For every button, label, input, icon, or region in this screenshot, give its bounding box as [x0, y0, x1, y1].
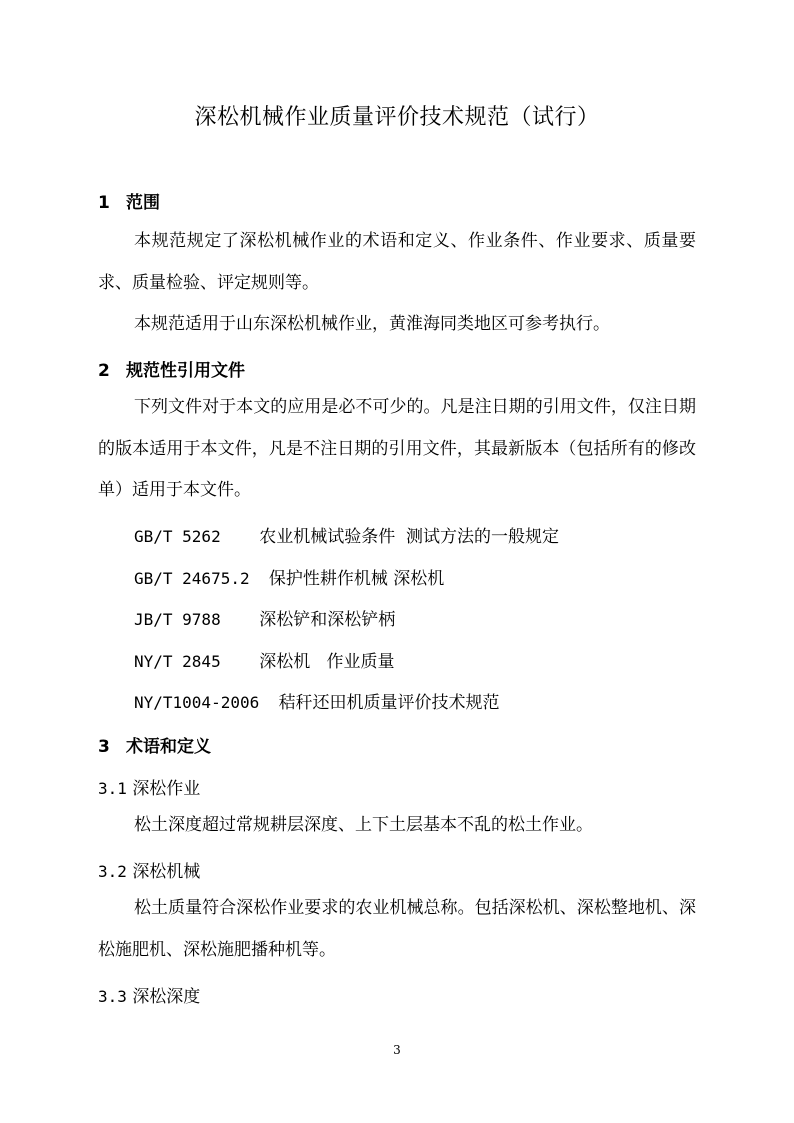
term-number: 3.2: [98, 862, 127, 881]
reference-name: 农业机械试验条件 测试方法的一般规定: [259, 527, 560, 547]
section-1-heading: [98, 188, 160, 213]
section-title: 范围: [126, 193, 160, 213]
reference-code: NY/T 2845: [134, 652, 221, 671]
reference-gap: [221, 652, 260, 671]
section-3-heading: [98, 732, 211, 757]
reference-code: NY/T1004-2006: [134, 693, 260, 712]
reference-gap: [221, 527, 260, 546]
reference-name: 保护性耕作机械 深松机: [268, 569, 445, 589]
term-name: 深松深度: [132, 987, 201, 1007]
reference-item: [134, 688, 500, 713]
reference-item: [134, 522, 559, 547]
section-2-heading: [98, 356, 245, 381]
term-3-2-definition: 松土质量符合深松作业要求的农业机械总称。包括深松机、深松整地机、深松施肥机、深松施肥播种机等。: [98, 898, 696, 960]
section-number: 2: [98, 361, 110, 381]
reference-gap: [259, 693, 278, 712]
reference-item: [134, 605, 395, 630]
term-number: 3.1: [98, 779, 127, 798]
section-2-paragraph-1: 下列文件对于本文的应用是必不可少的。凡是注日期的引用文件，仅注日期的版本适用于本文件，凡是不注日期的引用文件，其最新版本（包括所有的修改单）适用于本文件。: [98, 397, 696, 500]
document-title: 深松机械作业质量评价技术规范（试行）: [194, 105, 600, 130]
term-number: 3.3: [98, 987, 127, 1006]
section-number: 1: [98, 193, 110, 213]
reference-name: 秸秆还田机质量评价技术规范: [278, 693, 500, 713]
term-3-1-definition: 松土深度超过常规耕层深度、上下土层基本不乱的松土作业。: [134, 815, 593, 835]
reference-code: GB/T 5262: [134, 527, 221, 546]
section-title: 规范性引用文件: [126, 361, 245, 381]
section-1-paragraph-1: 本规范规定了深松机械作业的术语和定义、作业条件、作业要求、质量要求、质量检验、评定规则等。: [98, 231, 696, 293]
section-1-paragraph-2: 本规范适用于山东深松机械作业，黄淮海同类地区可参考执行。: [134, 314, 610, 334]
reference-gap: [250, 569, 269, 588]
term-3-1-heading: [98, 774, 200, 799]
term-3-2-heading: [98, 857, 200, 882]
section-title: 术语和定义: [126, 737, 211, 757]
reference-gap: [221, 610, 260, 629]
reference-name: 深松铲和深松铲柄: [259, 610, 396, 630]
reference-code: GB/T 24675.2: [134, 569, 250, 588]
term-name: 深松机械: [132, 862, 201, 882]
reference-item: [134, 564, 444, 589]
term-name: 深松作业: [132, 779, 201, 799]
term-3-3-heading: [98, 982, 200, 1007]
reference-item: [134, 647, 394, 672]
section-number: 3: [98, 737, 110, 757]
page-number: 3: [393, 1043, 401, 1057]
reference-name: 深松机 作业质量: [259, 652, 395, 672]
reference-code: JB/T 9788: [134, 610, 221, 629]
